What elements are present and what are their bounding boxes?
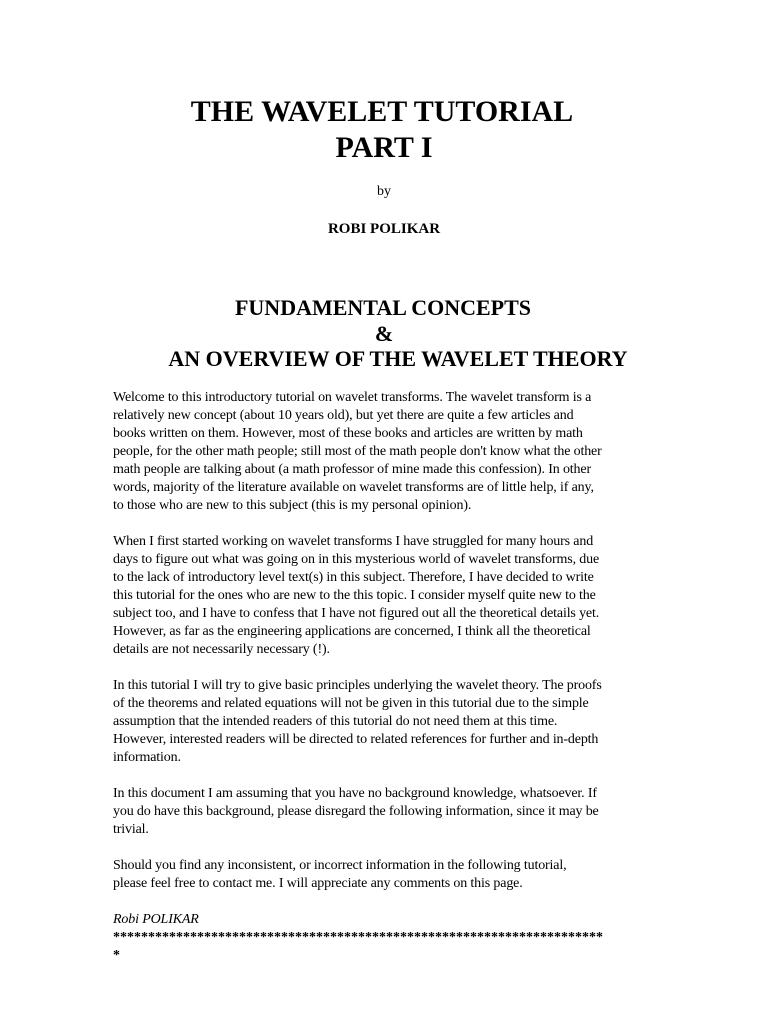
paragraph [113, 389, 673, 515]
document-title-line-1: THE WAVELET TUTORIAL [190, 95, 574, 128]
text-line: to the lack of introductory level text(s) in this subject. Therefore, I have decided to write [113, 570, 594, 585]
section-heading-ampersand: & [374, 321, 394, 346]
paragraph [113, 533, 673, 659]
signature: Robi POLIKAR [113, 912, 199, 927]
text-line: you do have this background, please disregard the following information, since it may be [113, 804, 599, 819]
text-line: However, interested readers will be directed to related references for further and in-depth [113, 732, 599, 747]
text-line: However, as far as the engineering applications are concerned, I think all the theoretical [113, 624, 591, 639]
text-line: trivial. [113, 822, 149, 837]
separator-line-2: * [113, 948, 120, 963]
text-line: information. [113, 750, 181, 765]
text-line: days to figure out what was going on in this mysterious world of wavelet transforms, due [113, 552, 600, 567]
paragraph-list [113, 389, 673, 893]
section-heading-line-3: AN OVERVIEW OF THE WAVELET THEORY [168, 346, 628, 371]
text-line: Welcome to this introductory tutorial on wavelet transforms. The wavelet transform is a [113, 390, 592, 405]
paragraph [113, 857, 673, 893]
author-name: ROBI POLIKAR [327, 221, 441, 237]
text-line: In this tutorial I will try to give basic principles underlying the wavelet theory. The proofs [113, 678, 602, 693]
text-line: of the theorems and related equations will not be given in this tutorial due to the simple [113, 696, 589, 711]
text-line: When I first started working on wavelet transforms I have struggled for many hours and [113, 534, 594, 549]
text-line: math people are talking about (a math professor of mine made this confession). In other [113, 462, 591, 477]
text-line: to those who are new to this subject (this is my personal opinion). [113, 498, 472, 513]
text-line: words, majority of the literature available on wavelet transforms are of little help, if any, [113, 480, 594, 495]
text-line: assumption that the intended readers of this tutorial do not need them at this time. [113, 714, 558, 729]
text-line: please feel free to contact me. I will appreciate any comments on this page. [113, 876, 523, 891]
text-line: people, for the other math people; still most of the math people don't know what the other [113, 444, 602, 459]
text-line: details are not necessarily necessary (!). [113, 642, 330, 657]
text-line: this tutorial for the ones who are new to the this topic. I consider myself quite new to the [113, 588, 596, 603]
separator-line-1: ********************************************************************** [113, 930, 603, 945]
text-line: relatively new concept (about 10 years old), but yet there are quite a few articles and [113, 408, 574, 423]
text-line: books written on them. However, most of these books and articles are written by math [113, 426, 583, 441]
paragraph [113, 677, 673, 767]
paragraph [113, 785, 673, 839]
body-text [113, 389, 673, 965]
text-line: Should you find any inconsistent, or incorrect information in the following tutorial, [113, 858, 567, 873]
section-heading-line-1: FUNDAMENTAL CONCEPTS [234, 295, 531, 320]
byline: by [377, 184, 391, 199]
text-line: subject too, and I have to confess that I have not figured out all the theoretical details yet. [113, 606, 600, 621]
document-title-line-2: PART I [335, 131, 433, 164]
text-line: In this document I am assuming that you have no background knowledge, whatsoever. If [113, 786, 597, 801]
